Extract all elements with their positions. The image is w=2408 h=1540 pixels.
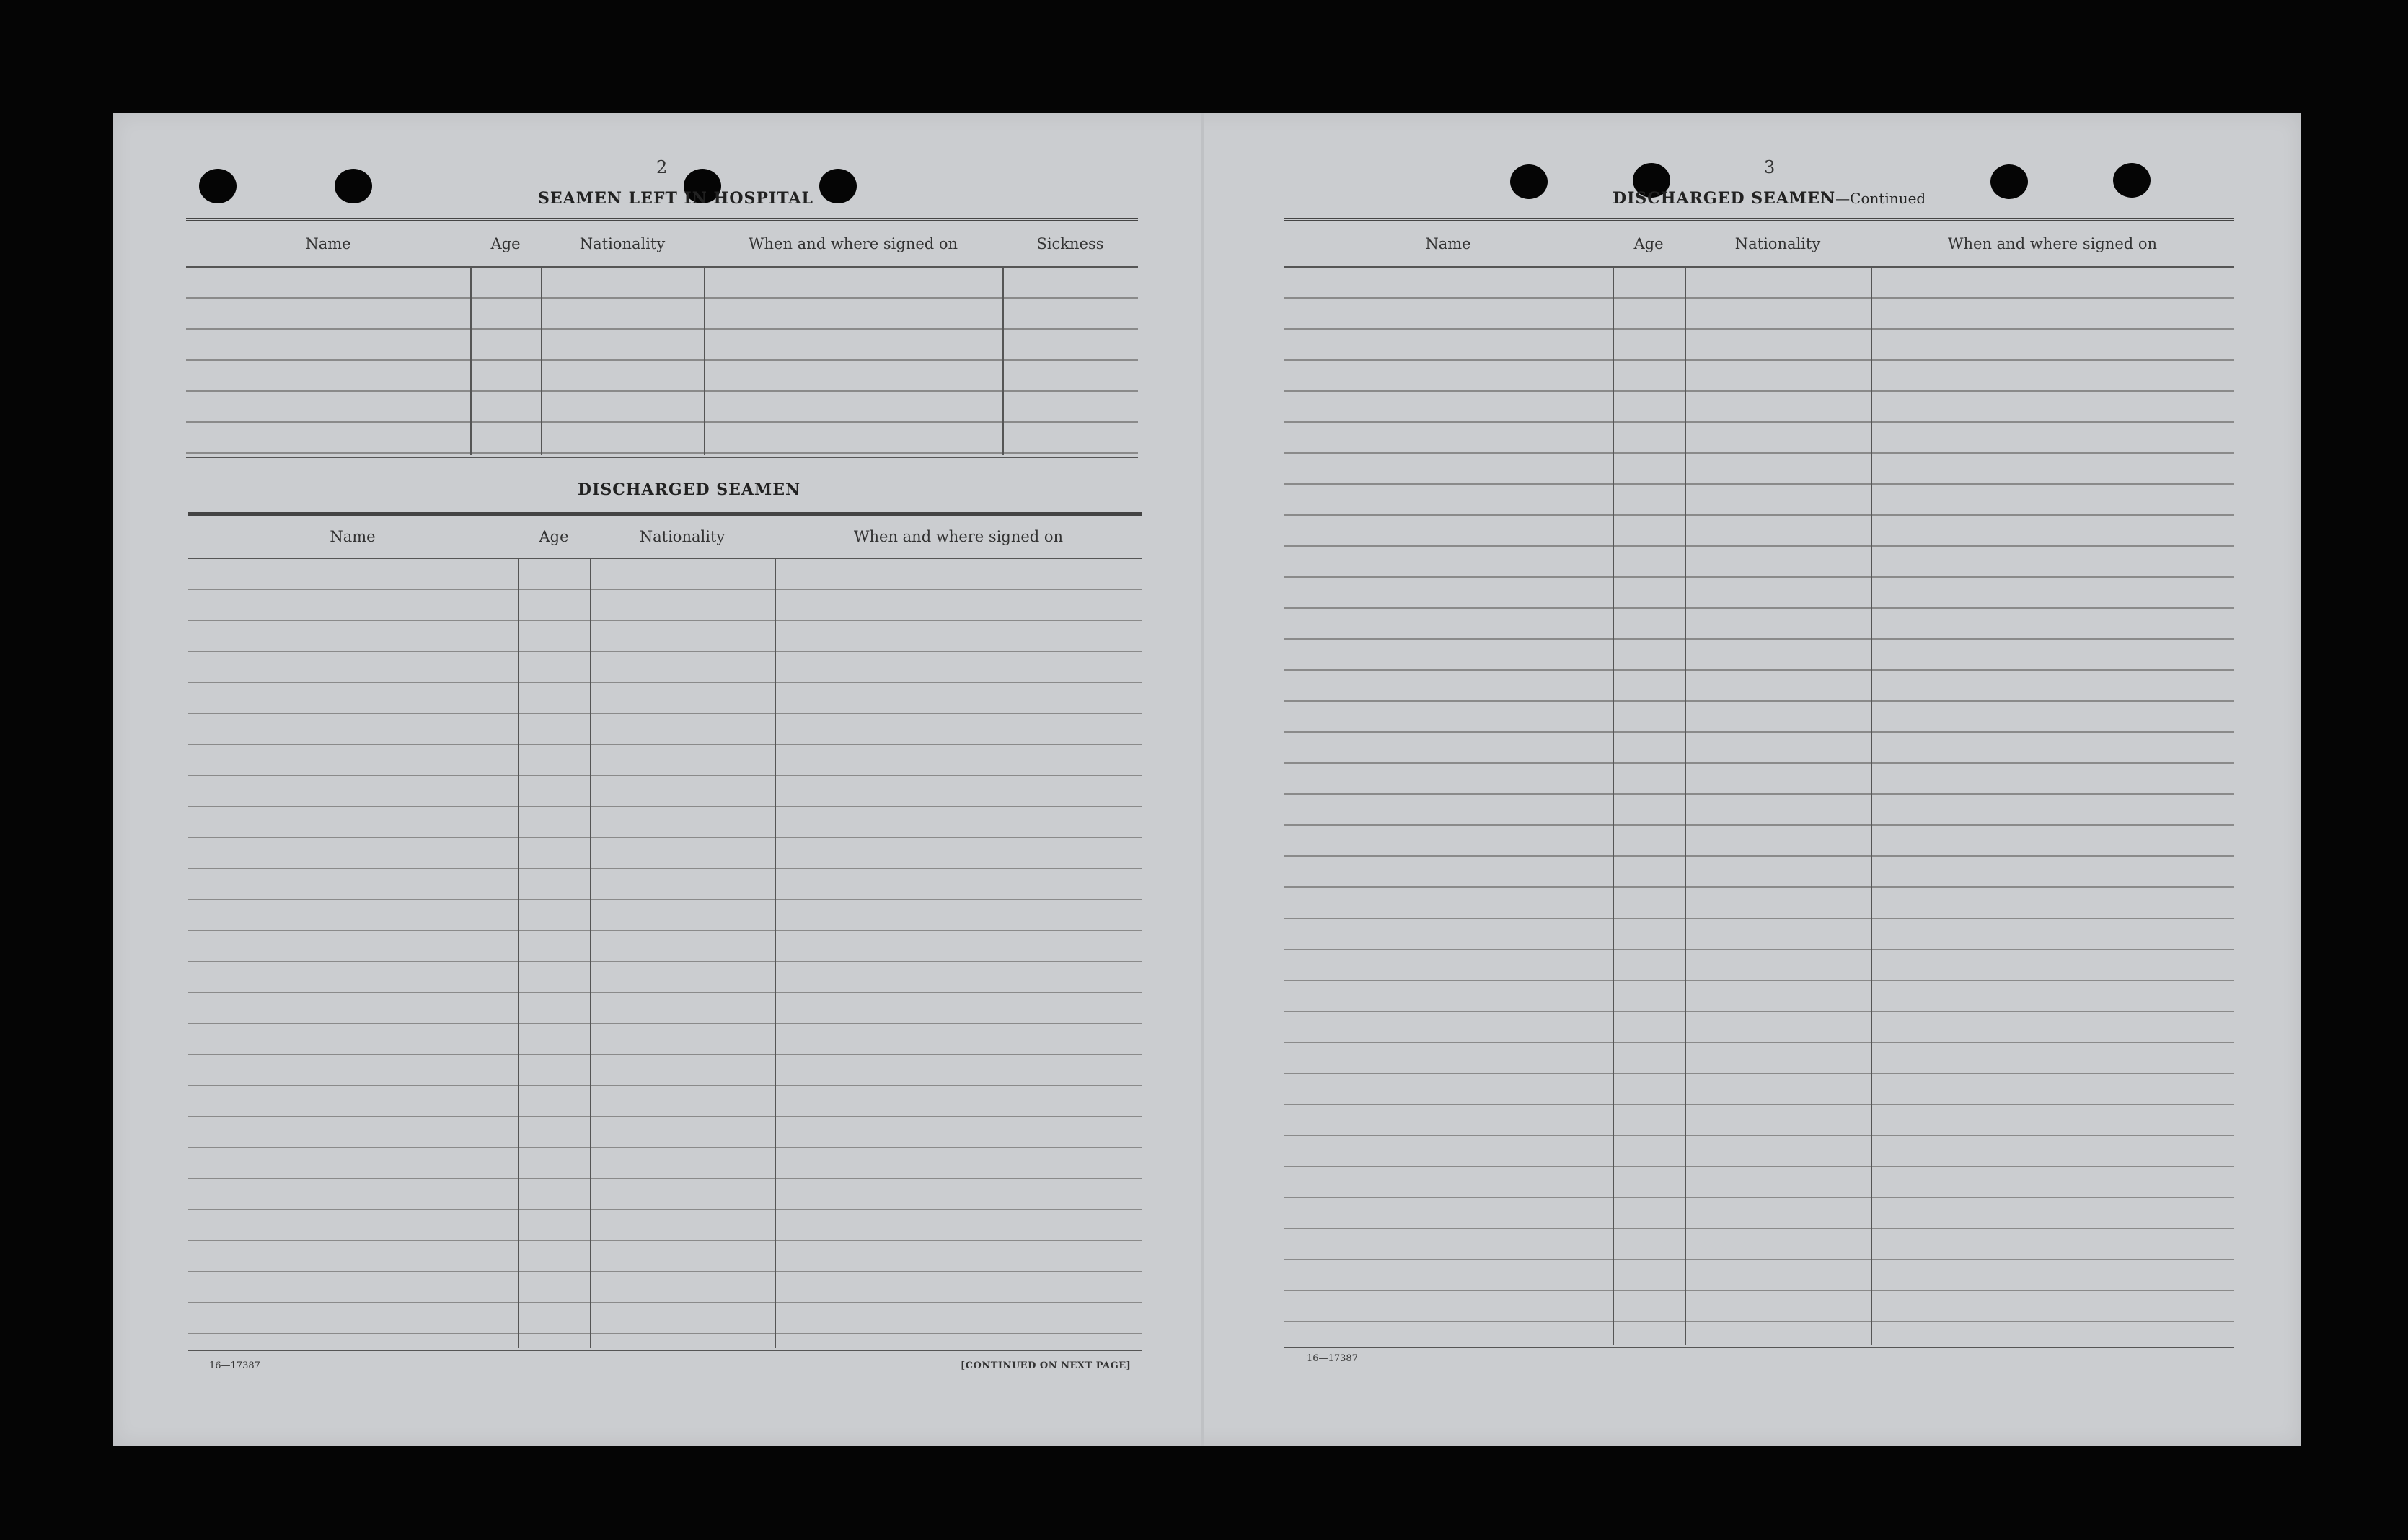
table-rows: [1284, 268, 2234, 1345]
column-header-age: Age: [539, 528, 569, 545]
column-header-signed-on: When and where signed on: [1947, 235, 2158, 252]
page-number: 3: [1764, 157, 1776, 177]
table-header: [186, 221, 1138, 268]
punch-hole: [335, 169, 372, 203]
section-title-suffix: —Continued: [1835, 190, 1926, 207]
punch-hole: [1990, 164, 2028, 199]
table-header: [188, 516, 1142, 559]
discharged-continued-table: [1284, 218, 2234, 1345]
discharged-table: [188, 512, 1142, 1348]
continued-note: [CONTINUED ON NEXT PAGE]: [961, 1360, 1132, 1371]
column-header-nationality: Nationality: [1734, 235, 1821, 252]
column-header-name: Name: [330, 528, 376, 545]
column-header-signed-on: When and where signed on: [853, 528, 1064, 545]
punch-hole: [2113, 163, 2151, 198]
table-rows: [186, 268, 1138, 455]
column-header-age: Age: [1633, 235, 1664, 252]
punch-hole: [819, 169, 857, 203]
table-header: [1284, 221, 2234, 268]
column-header-nationality: Nationality: [639, 528, 726, 545]
column-header-age: Age: [490, 235, 521, 252]
column-header-signed-on: When and where signed on: [748, 235, 958, 252]
column-header-name: Name: [1425, 235, 1471, 252]
section-title-hospital: SEAMEN LEFT IN HOSPITAL: [538, 189, 813, 208]
form-number: 16—17387: [209, 1360, 260, 1371]
column-header-name: Name: [305, 235, 351, 252]
section-title-text: DISCHARGED SEAMEN: [1613, 189, 1836, 208]
section-title-discharged: DISCHARGED SEAMEN: [578, 480, 801, 499]
hospital-table: [186, 218, 1138, 455]
column-header-sickness: Sickness: [1036, 235, 1104, 252]
manifest-sheet: [113, 113, 2301, 1446]
page-fold: [1201, 113, 1204, 1446]
table-rows: [188, 559, 1142, 1348]
column-header-nationality: Nationality: [579, 235, 666, 252]
section-title-discharged-continued: [1613, 189, 1926, 208]
punch-hole: [199, 169, 237, 203]
form-number: 16—17387: [1307, 1353, 1358, 1364]
page-number: 2: [656, 157, 668, 177]
punch-hole: [1510, 164, 1548, 199]
